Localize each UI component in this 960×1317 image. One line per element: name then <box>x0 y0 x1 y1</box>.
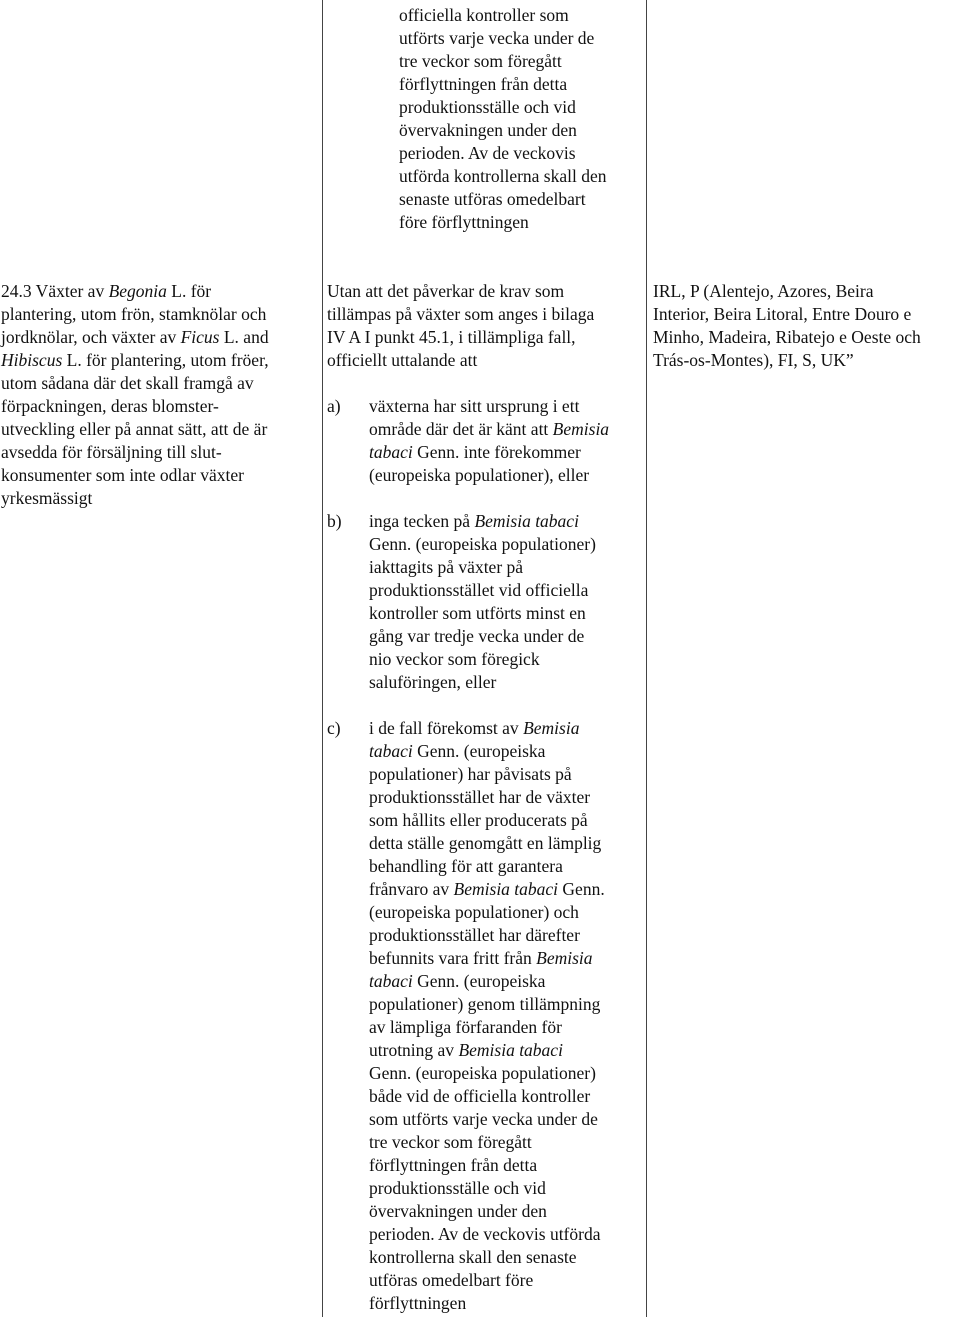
text-line: utförts varje vecka under de <box>399 28 595 48</box>
text-line: tabaci Genn. (europeiska <box>369 741 546 761</box>
text-line: perioden. Av de veckovis <box>399 143 576 163</box>
requirement-item-b <box>327 510 645 700</box>
text-line: Genn. (europeiska populationer) <box>369 534 596 554</box>
text-line: växterna har sitt ursprung i ett <box>369 396 580 416</box>
text-line: officiellt uttalande att <box>327 350 478 370</box>
text-line: gång var tredje vecka under de <box>369 626 585 646</box>
text-line: (europeiska populationer), eller <box>369 465 590 485</box>
text-line: utföras omedelbart före <box>369 1270 534 1290</box>
item-label: a) <box>327 396 341 416</box>
text-line: övervakningen under den <box>369 1201 547 1221</box>
text-line: tre veckor som föregått <box>369 1132 532 1152</box>
text-line: populationer) genom tillämpning <box>369 994 601 1014</box>
text-line: behandling för att garantera <box>369 856 563 876</box>
requirement-intro <box>327 280 645 372</box>
text-line: avsedda för försäljning till slut- <box>1 442 222 462</box>
text-line: förflyttningen från detta <box>399 74 568 94</box>
text-line: 24.3 Växter av Begonia L. för <box>1 281 212 301</box>
column-divider-left <box>322 0 323 1317</box>
item-body <box>369 717 605 1315</box>
text-line: inga tecken på Bemisia tabaci <box>369 511 579 531</box>
text-line: yrkesmässigt <box>1 488 93 508</box>
text-line: utveckling eller på annat sätt, att de är <box>1 419 268 439</box>
protected-zones <box>653 280 959 372</box>
item-label: b) <box>327 511 342 531</box>
item-body <box>369 510 596 694</box>
text-line: i de fall förekomst av Bemisia <box>369 718 580 738</box>
text-line: produktionsställe och vid <box>369 1178 546 1198</box>
top-cell-text <box>399 4 644 234</box>
text-line: övervakningen under den <box>399 120 577 140</box>
text-line: konsumenter som inte odlar växter <box>1 465 244 485</box>
text-line: tabaci Genn. (europeiska <box>369 971 546 991</box>
text-line: Utan att det påverkar de krav som <box>327 281 565 301</box>
text-line: Genn. (europeiska populationer) <box>369 1063 596 1083</box>
text-line: Minho, Madeira, Ribatejo e Oeste och <box>653 327 921 347</box>
text-line: befunnits vara fritt från Bemisia <box>369 948 593 968</box>
text-line: IRL, P (Alentejo, Azores, Beira <box>653 281 874 301</box>
text-line: Interior, Beira Litoral, Entre Douro e <box>653 304 912 324</box>
text-line: jordknölar, och växter av Ficus L. and <box>1 327 269 347</box>
text-line: Trás-os-Montes), FI, S, UK” <box>653 350 854 370</box>
text-line: som hållits eller producerats på <box>369 810 588 830</box>
text-line: populationer) har påvisats på <box>369 764 572 784</box>
text-line: senaste utföras omedelbart <box>399 189 586 209</box>
text-line: område där det är känt att Bemisia <box>369 419 610 439</box>
text-line: produktionsstället har därefter <box>369 925 580 945</box>
text-line: detta ställe genomgått en lämplig <box>369 833 602 853</box>
text-line: perioden. Av de veckovis utförda <box>369 1224 601 1244</box>
text-line: utom sådana där det skall framgå av <box>1 373 254 393</box>
text-line: kontrollerna skall den senaste <box>369 1247 577 1267</box>
text-line: förflyttningen <box>369 1293 467 1313</box>
text-line: som utförts varje vecka under de <box>369 1109 598 1129</box>
text-line: både vid de officiella kontroller <box>369 1086 591 1106</box>
text-line: (europeiska populationer) och <box>369 902 579 922</box>
text-line: nio veckor som föregick <box>369 649 540 669</box>
text-line: utrotning av Bemisia tabaci <box>369 1040 563 1060</box>
requirement-item-c <box>327 717 645 1317</box>
text-line: plantering, utom frön, stamknölar och <box>1 304 267 324</box>
text-line: iakttagits på växter på <box>369 557 524 577</box>
text-line: produktionsställe och vid <box>399 97 576 117</box>
text-line: tre veckor som föregått <box>399 51 562 71</box>
text-line: kontroller som utförts minst en <box>369 603 586 623</box>
text-line: IV A I punkt 45.1, i tillämpliga fall, <box>327 327 576 347</box>
text-line: produktionsstället vid officiella <box>369 580 589 600</box>
item-label: c) <box>327 718 341 738</box>
text-line: frånvaro av Bemisia tabaci Genn. <box>369 879 605 899</box>
text-line: Hibiscus L. för plantering, utom fröer, <box>1 350 269 370</box>
text-line: tillämpas på växter som anges i bilaga <box>327 304 595 324</box>
text-line: officiella kontroller som <box>399 5 569 25</box>
text-line: förpackningen, deras blomster- <box>1 396 219 416</box>
text-line: tabaci Genn. inte förekommer <box>369 442 581 462</box>
plant-description <box>1 280 319 510</box>
text-line: av lämpliga förfaranden för <box>369 1017 562 1037</box>
text-line: produktionsstället har de växter <box>369 787 591 807</box>
text-line: förflyttningen från detta <box>369 1155 538 1175</box>
text-line: saluföringen, eller <box>369 672 497 692</box>
text-line: utförda kontrollerna skall den <box>399 166 607 186</box>
column-divider-right <box>646 0 647 1317</box>
item-body <box>369 395 609 487</box>
requirement-item-a <box>327 395 645 490</box>
text-line: före förflyttningen <box>399 212 529 232</box>
